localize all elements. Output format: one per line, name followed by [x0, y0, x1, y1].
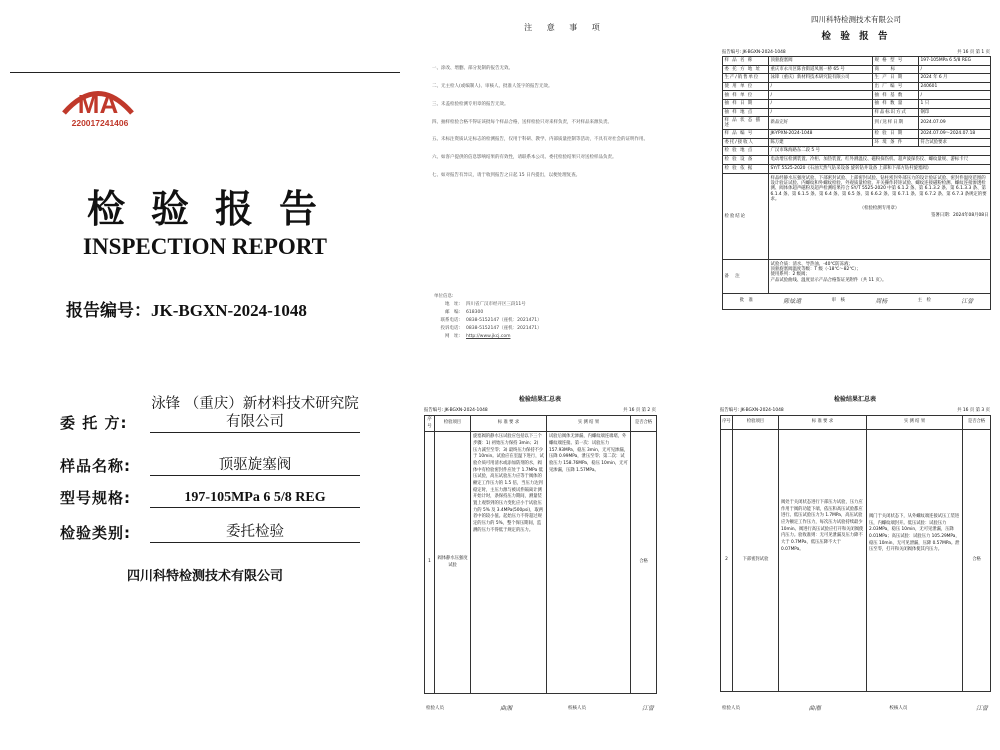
- results-table: [720, 415, 991, 692]
- table-cell: 样 品 编 号: [723, 129, 769, 138]
- checker-label: 校核人员: [567, 705, 586, 711]
- table-cell: 使 用 单 位: [723, 82, 769, 91]
- verdict: 合格: [631, 432, 657, 694]
- table-cell: 商 标: [873, 65, 919, 74]
- table-cell: 抽 样 基 数: [873, 91, 919, 100]
- table-row: [723, 117, 991, 130]
- model-value: 197-105MPa 6 5/8 REG: [150, 489, 360, 509]
- results-footer: [426, 703, 654, 712]
- report-number-value: JK-BGXN-2024-1048: [151, 301, 307, 320]
- results-title: 检验结果汇总表: [518, 396, 561, 403]
- table-cell: /: [919, 65, 991, 74]
- model-label: 型号规格:: [60, 489, 131, 507]
- notes-item: 六、如客户提供的信息影响结果的有效性，请联系本公司。委托检验结果只对送检样品负责。: [432, 155, 617, 161]
- table-cell: 委托/接收人: [723, 138, 769, 147]
- equipment-label: 检 验 设 备: [723, 155, 769, 164]
- table-cell: JK-YPXN-2024-1048: [769, 129, 873, 138]
- results-page-count: 共 16 页 第 3 页: [957, 408, 990, 413]
- main-signature: 江曾: [961, 298, 974, 306]
- table-cell: 抽 样 地 点: [723, 108, 769, 117]
- basis-value: SY/T 5525-2020《石油天然气钻采设备 旋转钻井设备 上部和下部方钻杆旋塞阀》: [769, 164, 991, 173]
- checker-label: 校核人员: [889, 705, 908, 711]
- contact-value: 四川省广汉市经开区三段11号: [466, 302, 526, 308]
- table-row: [723, 138, 991, 147]
- contact-key: 地 址:: [444, 302, 460, 308]
- contact-info: [434, 293, 704, 342]
- table-cell: /: [769, 91, 873, 100]
- table-cell: 抽 样 单 位: [723, 91, 769, 100]
- remarks-cell: [769, 260, 991, 294]
- table-row: [723, 65, 991, 74]
- category-value: 委托检验: [150, 523, 360, 543]
- results-meta: [720, 407, 990, 413]
- results-page-count: 共 16 页 第 2 页: [623, 408, 656, 413]
- table-cell: 重庆市永川区陈食街道凤凰一桥 65 号: [769, 65, 873, 74]
- notes-item: 五、未标注资质认定标志的检测报告，仅用于科研、教学、内部质量控制等活动，不具有对社会的证明作用。: [432, 137, 648, 143]
- client-value: 泳锋 （重庆）新材料技术研究院有限公司: [150, 395, 360, 433]
- cma-code: 220017241406: [71, 118, 129, 128]
- notes-page: [420, 8, 710, 358]
- checker-signature: 江曾: [641, 705, 654, 712]
- contact-key: 邮 编:: [444, 310, 460, 316]
- table-cell: 生产/销售单位: [723, 74, 769, 83]
- standard-requirement: 阀处于关闭状态进行下部压力试验，压力应作用于阀的功能下端，依压和高压试验都应进行。低压试验压力为 1.7MPa，高压试验应为额定工作压力，每次压力试验持续最少 10min。阀进行高压试验应打开和关闭阀使内压力。验收准则：无可见泄漏及压力降不大于 0.7MPa，低压压降不大于 0.07MPa。: [779, 430, 867, 692]
- notes-item: 一、涂改、增删、部分复制的报告无效。: [432, 66, 513, 71]
- row-number: 2: [721, 430, 733, 692]
- notes-item: 三、未盖检验检测专用章的报告无效。: [432, 101, 509, 107]
- location-label: 检 验 地 点: [723, 147, 769, 156]
- test-item: 下部密封试验: [733, 430, 779, 692]
- client-row: [60, 395, 360, 433]
- table-cell: 到/送样日期: [873, 117, 919, 130]
- report-page-title: 检 验 报 告: [821, 31, 891, 42]
- results-table: [424, 415, 657, 694]
- table-header-row: [721, 416, 991, 430]
- table-row: [723, 164, 991, 173]
- table-cell: 新品完好: [769, 117, 873, 130]
- table-cell: 陈万建: [769, 138, 873, 147]
- column-header: 标 准 要 求: [471, 416, 547, 432]
- table-cell: 样 品 名 称: [723, 57, 769, 66]
- contact-value: 618300: [466, 310, 484, 316]
- sample-value: 顶驱旋塞阀: [150, 456, 360, 476]
- table-row: [723, 108, 991, 117]
- notes-item: 四、抽样检验合格不得证该批每个样品合格，送样检验只对来样负责，不对样品来源负责。: [432, 119, 612, 125]
- table-row: [723, 82, 991, 91]
- contact-value: 0838-5152147（座机：2021471）: [466, 326, 542, 332]
- model-row: [60, 487, 360, 508]
- test-item: 阀体静水压强度试验: [435, 432, 471, 694]
- standard-requirement: 旋塞阀的静水压试验应包括以下三个步骤：1) 初始压力保持 3min；2) 压力减至至零；3) 最终压力保持不少于 10min。试验应在室温下进行，试验介质可用清水或添加防剂的水，阀体中有检验密封件应处于 1.7MPa 低压试验，高压试验压力应等于阀体的额定工作压力的 1.5 倍，当压力达到稳定时，主压力源与被试件隔离计测开始计时，条保持压力期间，测量装置上观察到的压力变化应小于试验压力的 5% 及 3.4MPa(500psi)，取两者中的较小值。起始压力不得超过规定的压力的 5%，整个保压期间，监测的压力不得低于规定的压力。: [471, 432, 547, 694]
- report-number: [66, 296, 307, 321]
- report-title-cn: 检验报告: [86, 187, 343, 231]
- table-cell: 检 验 日 期: [873, 129, 919, 138]
- stamp-text: （检验检测专用章）: [859, 206, 900, 212]
- table-cell: 1 只: [919, 99, 991, 108]
- review-label: 审 核: [831, 298, 845, 304]
- cover-page: [0, 0, 410, 375]
- results-footer: [722, 703, 988, 712]
- notes-list: [432, 66, 700, 191]
- inspector-signature: 曲湘: [808, 705, 821, 712]
- top-rule: [10, 72, 400, 73]
- table-row: [425, 432, 657, 694]
- conclusion-label: 检验结论: [723, 174, 769, 260]
- table-cell: 委 托 方 地 址: [723, 65, 769, 74]
- conclusion-cell: [769, 174, 991, 260]
- table-cell: 样 品 状 态 描 述: [723, 117, 769, 130]
- table-cell: 抽 样 日 期: [723, 99, 769, 108]
- table-cell: 环 境 条 件: [873, 138, 919, 147]
- sign-date: 签署日期：2024年08月08日: [931, 213, 989, 219]
- column-header: 是否合格: [963, 416, 991, 430]
- results-page-2: [716, 390, 994, 718]
- review-signature: 周杨: [875, 298, 888, 306]
- basis-label: 检 验 依 据: [723, 164, 769, 173]
- client-label: 委 托 方:: [60, 414, 128, 433]
- signature-cell: [723, 294, 991, 310]
- main-label: 主 检: [917, 298, 931, 304]
- verdict: 合格: [963, 430, 991, 692]
- column-header: 是否合格: [631, 416, 657, 432]
- table-cell: 2024.07.09: [919, 117, 991, 130]
- column-header: 实 测 结 果: [867, 416, 963, 430]
- column-header: 序号: [721, 416, 733, 430]
- table-cell: 2024 年 6 月: [919, 74, 991, 83]
- table-cell: 197-105MPa 6 5/8 REG: [919, 57, 991, 66]
- lab-name: 四川科特检测技术有限公司: [126, 569, 283, 584]
- contact-key: 网 址:: [444, 334, 460, 340]
- column-header: 标 准 要 求: [779, 416, 867, 430]
- results-page-1: [420, 390, 660, 718]
- results-report-no: 报告编号: JK-BGXN-2024-1048: [424, 408, 488, 413]
- report-page-number-ref: 报告编号: JK-BGXN-2024-1048: [722, 50, 786, 55]
- table-header-row: [425, 416, 657, 432]
- remarks-label: 备 注: [723, 260, 769, 294]
- contact-key: 投诉电话:: [440, 326, 460, 332]
- table-row: [723, 57, 991, 66]
- svg-text:MA: MA: [77, 89, 119, 118]
- results-meta: [424, 407, 656, 413]
- table-row: [723, 155, 991, 164]
- table-cell: /: [769, 108, 873, 117]
- table-row: [723, 147, 991, 156]
- table-row: [723, 91, 991, 100]
- table-cell: 顶驱旋塞阀: [769, 57, 873, 66]
- results-report-no: 报告编号: JK-BGXN-2024-1048: [720, 408, 784, 413]
- approve-signature: 陈炫遠: [783, 298, 802, 306]
- inspector-label: 检验人员: [426, 705, 444, 711]
- approve-label: 批 准: [739, 298, 753, 304]
- test-result: 阀门于关闭状态下，从外螺纹端连接试压工装进压，内螺纹端封开。低压试验：试验压力 2.03MPa，稳压 10min，无可见泄漏，压降 0.01MPa；高压试验：试验压力 105.29MPa，稳压 10min，无可见泄漏，压降 0.57MPa。泄压至零，打开和关闭阀体使其内压力。: [867, 430, 963, 692]
- report-info-body: [723, 57, 991, 310]
- report-number-label: 报告编号：: [66, 301, 151, 320]
- equipment-value: 电动增压检测装置、冷柜、加热装置、红外测温仪、磁粉探伤机、超声波探伤仪、螺纹量规、游标卡尺: [769, 155, 991, 164]
- table-row: [721, 430, 991, 692]
- table-cell: 样品标识方式: [873, 108, 919, 117]
- column-header: 序号: [425, 416, 435, 432]
- column-header: 检验项目: [733, 416, 779, 430]
- table-cell: 符合试验要求: [919, 138, 991, 147]
- row-number: 1: [425, 432, 435, 694]
- table-cell: 泳锋（重庆）新材料技术研究院有限公司: [769, 74, 873, 83]
- website-link[interactable]: http://www.jkcj.com: [466, 334, 511, 340]
- category-row: [60, 522, 360, 543]
- remark-line: 使用系列：2 级阀；: [770, 272, 810, 278]
- column-header: 实 测 结 果: [547, 416, 631, 432]
- report-info-table: [722, 56, 991, 310]
- table-cell: 2024.07.09～2024.07.18: [919, 129, 991, 138]
- table-cell: 生 产 日 期: [873, 74, 919, 83]
- table-row: [723, 129, 991, 138]
- report-page-count: 共 16 页 第 1 页: [957, 50, 990, 55]
- table-cell: 钢印: [919, 108, 991, 117]
- applicant-block: [0, 385, 410, 595]
- checker-signature: 江曾: [975, 705, 988, 712]
- table-cell: /: [769, 82, 873, 91]
- category-label: 检验类别:: [60, 524, 131, 542]
- table-cell: 规 格 型 号: [873, 57, 919, 66]
- location-value: 广汉市珠海路东二段 5 号: [769, 147, 991, 156]
- inspector-signature: 曲湘: [499, 705, 512, 712]
- table-row: [723, 174, 991, 260]
- remark-line: 顶驱旋塞阀温度等级：T 级（-18℃～82℃）；: [770, 267, 861, 273]
- inspector-label: 检验人员: [722, 705, 740, 711]
- test-result: 试验后阀体无渗漏，内螺纹端连端堵，外螺纹端连接。第一次：试验压力 157.93MPa，稳压 3min，无可见渗漏，压降 0.99MPa，泄压至零；第二次：试验压力 158.76MPa，稳压 10min，无可见渗漏，压降 1.57MPa。: [547, 432, 631, 694]
- report-company: 四川科特检测技术有限公司: [811, 15, 901, 24]
- remark-line: 产品试验曲线、温度显示产品合格鉴证见附件（共 11 页）。: [770, 277, 887, 283]
- table-cell: 出 厂 编 号: [873, 82, 919, 91]
- report-title-en: INSPECTION REPORT: [83, 234, 327, 259]
- conclusion-text: 样品经静水压强度试验、下部密封试验、上部密封试验、钻柱密封外部压力的设计验证试验、密封件温度范围的设计验证试验、内螺纹和外螺纹检验、外观质量检验、开关操作转矩试验、螺纹连接磁粉检测、螺纹连接渗透检测、阀体体超声磁粉及超声检测结果符合 SY/T 5525-2020 中第 6.1.2 条、第 6.1.3.2 条、第 6.1.3.3 条、第 6.1.4 条、第 6.1.5 条、第 6.4 条、第 6.5 条、第 6.6.2 条、第 6.7.1 条、第 6.7.2 条、第 6.7.3 条规定的要求。: [770, 175, 987, 202]
- column-header: 检验项目: [435, 416, 471, 432]
- inspection-report-page: [718, 8, 994, 340]
- sample-label: 样品名称:: [60, 457, 131, 475]
- table-cell: 抽 样 数 量: [873, 99, 919, 108]
- sample-row: [60, 455, 360, 476]
- contact-key: 联系电话:: [440, 318, 460, 324]
- notes-title: 注 意 事 项: [524, 23, 606, 32]
- table-cell: /: [919, 91, 991, 100]
- signature-line: [725, 296, 989, 307]
- table-cell: /: [769, 99, 873, 108]
- unit-label: 单位信息:: [434, 294, 454, 299]
- table-row: [723, 74, 991, 83]
- results-title: 检验结果汇总表: [833, 396, 876, 403]
- notes-item: 二、无主检人(或编制人)、审核人、批准人签字的报告无效。: [432, 83, 553, 89]
- contact-value: 0838-5152147（座机：2021471）: [466, 318, 542, 324]
- table-row: [723, 99, 991, 108]
- remark-line: 试验介质：清水、导热油、-40℃防冻液；: [770, 261, 853, 267]
- cma-logo-icon: [58, 80, 138, 118]
- table-row: [723, 294, 991, 310]
- table-cell: 240601: [919, 82, 991, 91]
- report-meta: [722, 49, 990, 55]
- table-row: [723, 260, 991, 294]
- notes-item: 七、如对报告有异议，请于收到报告之日起 15 日内提出，以便处理复查。: [432, 173, 581, 179]
